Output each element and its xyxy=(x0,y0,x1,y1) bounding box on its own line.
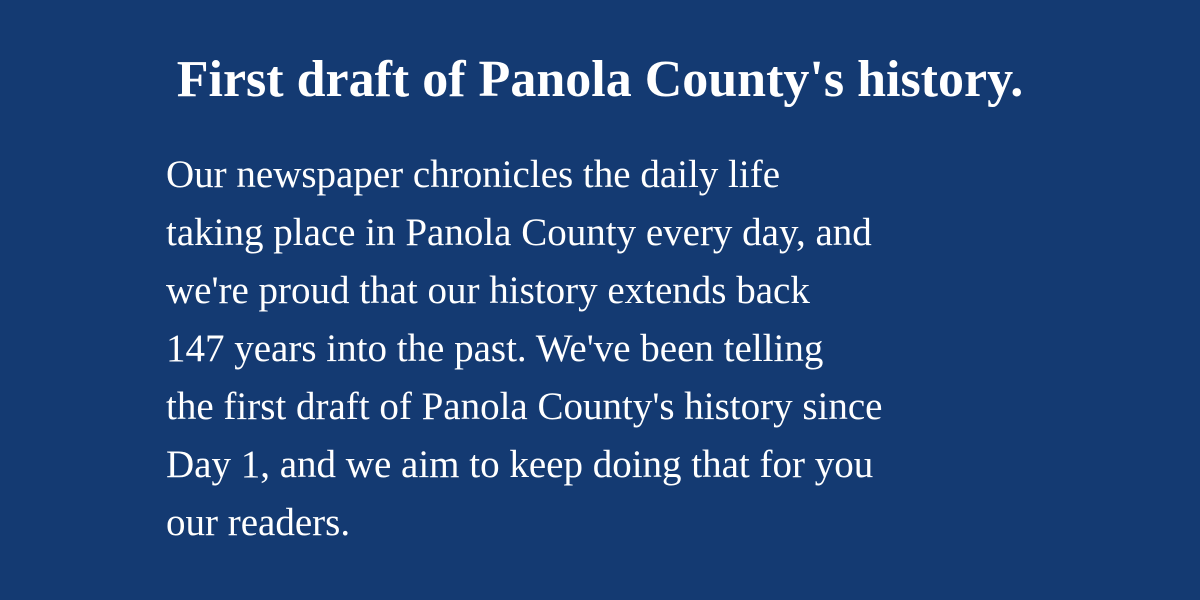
body-paragraph xyxy=(166,146,1166,552)
body-line: Day 1, and we aim to keep doing that for you xyxy=(166,443,874,486)
body-line: the first draft of Panola County's history since xyxy=(166,385,883,428)
body-line: Our newspaper chronicles the daily life xyxy=(166,153,781,196)
body-line: we're proud that our history extends back xyxy=(166,269,810,312)
body-line: 147 years into the past. We've been telling xyxy=(166,327,824,370)
body-line: taking place in Panola County every day, and xyxy=(166,211,872,254)
body-line: our readers. xyxy=(166,501,351,544)
headline: First draft of Panola County's history. xyxy=(176,51,1024,108)
